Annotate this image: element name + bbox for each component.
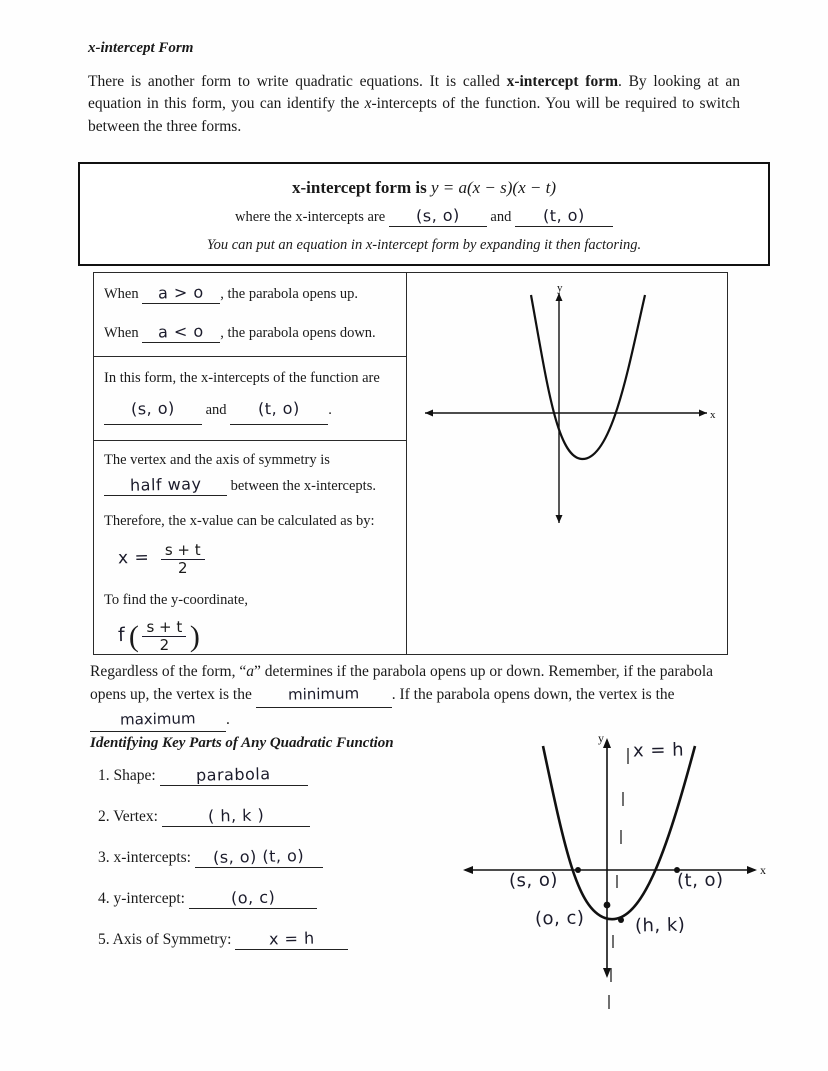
annotation-y-intercept: (o, c) xyxy=(534,907,585,930)
annotation-s-intercept: (s, o) xyxy=(508,869,559,892)
formula-blank-2-text: (t, o) xyxy=(542,205,586,226)
formula-where-label: where the x-intercepts are xyxy=(235,209,386,225)
key-item-5-answer: x = h xyxy=(268,928,315,949)
key-item-1-blank[interactable] xyxy=(160,765,308,786)
formula-note: You can put an equation in x-intercept form by expanding it then factoring. xyxy=(206,237,642,253)
key-item-1-label: Shape: xyxy=(113,767,156,784)
hand-f-fraction xyxy=(142,620,186,654)
bottom-graph-x-label: x xyxy=(760,863,766,877)
hand-x-fraction-denominator: 2 xyxy=(177,558,188,577)
key-item-4-label: y-intercept: xyxy=(113,890,185,907)
handwritten-x-formula xyxy=(118,543,396,577)
list-item xyxy=(98,847,438,868)
intercepts-statement: In this form, the x-intercepts of the function are xyxy=(104,370,380,386)
blank-b-2-text: (t, o) xyxy=(258,398,301,419)
concept-table xyxy=(93,272,728,655)
intercepts-period: . xyxy=(328,401,332,418)
document-header-block xyxy=(88,40,740,138)
blank-c-halfway-text: half way xyxy=(129,473,202,495)
blank-maximum-text: maximum xyxy=(120,708,196,729)
formula-where-line xyxy=(80,206,768,227)
concept-table-left-column xyxy=(94,273,407,654)
key-item-4-blank[interactable] xyxy=(189,888,317,909)
regardless-a-italic: a xyxy=(246,663,254,680)
key-item-4-answer: (o, c) xyxy=(230,887,276,908)
intercepts-blanks-row xyxy=(104,394,396,426)
key-item-5-number: 5. xyxy=(98,931,110,948)
intercepts-and-label: and xyxy=(205,401,227,418)
intro-bold-term: x-intercept form xyxy=(506,73,618,90)
bottom-graph-y-label: y xyxy=(598,731,604,745)
vertex-blank-row xyxy=(104,475,396,496)
key-item-2-blank[interactable] xyxy=(162,806,310,827)
parabola-graph-bottom xyxy=(455,730,785,1050)
key-item-2-number: 2. xyxy=(98,808,110,825)
regardless-part-2: ” determines if the parabola opens up or down. Remember, if the parabola opens up, the vertex is the xyxy=(90,663,714,704)
hand-x-fraction xyxy=(161,543,205,577)
opens-up-text: , the parabola opens up. xyxy=(220,286,358,302)
hand-f-fraction-numerator: s + t xyxy=(142,620,186,637)
list-item xyxy=(98,765,438,786)
paren-close: ) xyxy=(189,620,200,654)
table-cell-vertex xyxy=(94,441,406,656)
blank-c-halfway[interactable] xyxy=(104,475,227,496)
key-parts-list xyxy=(98,765,438,970)
intro-paragraph xyxy=(88,71,740,138)
regardless-part-3: . If the parabola opens down, the vertex is the xyxy=(391,686,675,704)
formula-heading-is: is xyxy=(411,178,431,197)
key-item-3-blank[interactable] xyxy=(195,847,323,868)
formula-equation: y = a(x − s)(x − t) xyxy=(430,178,556,197)
key-item-2-answer: ( h, k ) xyxy=(207,805,265,826)
vertex-statement: The vertex and the axis of symmetry is xyxy=(104,452,330,468)
y-coordinate-statement: To find the y-coordinate, xyxy=(104,591,248,608)
paren-open: ( xyxy=(128,620,139,654)
parabola-graph-bottom-svg xyxy=(455,730,785,1050)
concept-table-graph-cell xyxy=(407,273,729,654)
x-value-statement: Therefore, the x-value can be calculated as by: xyxy=(104,512,375,529)
list-item xyxy=(98,888,438,909)
intro-part-3: . By looking at an equation in this form, you can identify the xyxy=(88,73,740,113)
key-parts-title: Identifying Key Parts of Any Quadratic Function xyxy=(90,735,394,751)
table-row xyxy=(104,322,396,343)
key-item-5-label: Axis of Symmetry: xyxy=(112,931,232,948)
when-label-1: When xyxy=(104,286,139,302)
handwritten-f-formula xyxy=(118,620,396,654)
blank-minimum[interactable] xyxy=(256,683,392,707)
blank-maximum[interactable] xyxy=(90,708,226,732)
key-item-2-label: Vertex: xyxy=(113,808,158,825)
graph-axis-x-label: x xyxy=(710,409,716,421)
formula-blank-1[interactable] xyxy=(389,206,487,227)
blank-a-negative-text: a < o xyxy=(158,321,205,342)
parabola-graph-top xyxy=(407,273,729,654)
hand-f-label: f xyxy=(117,623,126,646)
when-label-2: When xyxy=(104,325,139,341)
hand-x-fraction-numerator: s + t xyxy=(161,543,205,560)
blank-minimum-text: minimum xyxy=(287,684,360,704)
key-item-5-blank[interactable] xyxy=(235,929,348,950)
list-item xyxy=(98,806,438,827)
intro-part-1: There is another form to write quadratic equations. It is called xyxy=(88,73,507,90)
hand-x-label: x = xyxy=(117,547,150,569)
blank-a-positive[interactable] xyxy=(142,283,220,304)
blank-b-1-text: (s, o) xyxy=(130,398,176,419)
table-row xyxy=(104,283,396,304)
annotation-t-intercept: (t, o) xyxy=(676,869,724,892)
opens-down-text: , the parabola opens down. xyxy=(220,325,376,341)
table-cell-opens-direction xyxy=(94,273,406,357)
table-cell-intercepts xyxy=(94,357,406,441)
blank-b-1[interactable] xyxy=(104,394,202,426)
key-item-3-number: 3. xyxy=(98,849,110,866)
formula-box xyxy=(78,162,770,266)
key-item-4-number: 4. xyxy=(98,890,110,907)
annotation-vertex: (h, k) xyxy=(634,914,686,937)
list-item xyxy=(98,929,438,950)
regardless-part-4: . xyxy=(226,710,230,728)
page-title: x-intercept Form xyxy=(88,40,194,56)
key-item-3-label: x-intercepts: xyxy=(113,849,191,866)
intro-part-5: -intercepts of the function. You will be required to switch between the three forms. xyxy=(88,95,740,135)
regardless-paragraph xyxy=(90,660,740,732)
intro-x-italic: x xyxy=(364,95,372,113)
formula-blank-2[interactable] xyxy=(515,206,613,227)
blank-a-positive-text: a > o xyxy=(158,282,205,303)
graph-axis-y-label: y xyxy=(557,282,563,294)
hand-f-fraction-denominator: 2 xyxy=(159,636,170,655)
blank-a-negative[interactable] xyxy=(142,322,220,343)
vertex-between-text: between the x-intercepts. xyxy=(230,477,376,494)
annotation-axis-of-symmetry: x = h xyxy=(632,739,685,762)
key-item-1-answer: parabola xyxy=(196,764,272,785)
regardless-part-1: Regardless of the form, “ xyxy=(90,663,247,680)
formula-blank-1-text: (s, o) xyxy=(415,205,460,226)
formula-heading-bold: x-intercept form xyxy=(292,178,412,197)
key-item-1-number: 1. xyxy=(98,767,110,784)
formula-heading xyxy=(80,178,768,198)
key-item-3-answer: (s, o) (t, o) xyxy=(213,846,305,867)
formula-and-label: and xyxy=(490,209,512,225)
blank-b-2[interactable] xyxy=(230,394,328,426)
